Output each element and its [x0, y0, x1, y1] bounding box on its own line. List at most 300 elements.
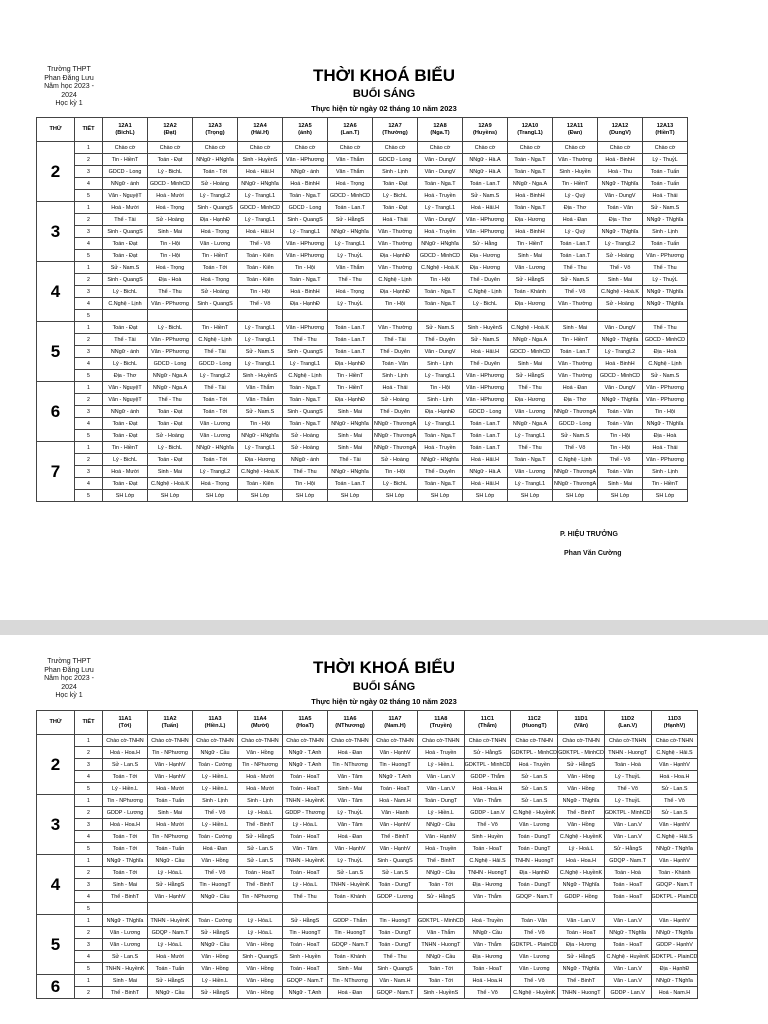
- schedule-cell: GDQP - Nam.T: [148, 927, 193, 939]
- table-row: [37, 490, 688, 502]
- schedule-cell: Văn - HạnhV: [651, 819, 698, 831]
- schedule-cell: Tin - NPhương: [238, 891, 283, 903]
- table-row: [37, 855, 698, 867]
- schedule-cell: Tin - Hội: [148, 250, 193, 262]
- schedule-cell: Toán - Nga.T: [418, 478, 463, 490]
- schedule-cell: Văn - Lan.V: [418, 771, 465, 783]
- table-row: [37, 238, 688, 250]
- schedule-cell: Lý - Hóa.L: [283, 819, 328, 831]
- period-number: 1: [75, 262, 103, 274]
- schedule-cell: Sử - HằngS: [508, 274, 553, 286]
- table-row: [37, 939, 698, 951]
- period-number: 1: [75, 915, 103, 927]
- schedule-cell: NNgữ - ThươngA: [553, 406, 598, 418]
- schedule-cell: NNgữ - ánh: [283, 166, 328, 178]
- schedule-cell: [508, 310, 553, 322]
- schedule-cell: Thể - Võ: [464, 987, 511, 999]
- schedule-cell: Sử - Lan.S: [238, 855, 283, 867]
- schedule-cell: Văn - DungV: [418, 166, 463, 178]
- period-number: 2: [75, 154, 103, 166]
- schedule-cell: [103, 903, 148, 915]
- class-teacher: (Nga.T): [430, 129, 450, 136]
- schedule-cell: NNgữ - HNghĩa: [328, 226, 373, 238]
- schedule-cell: Lý - BichL: [103, 454, 148, 466]
- schedule-cell: Thể - Thu: [643, 322, 688, 334]
- schedule-cell: Hoá - Trọng: [193, 478, 238, 490]
- schedule-cell: Lý - TrangL1: [508, 430, 553, 442]
- schedule-cell: GDDP - HạnhV: [651, 939, 698, 951]
- schedule-cell: Hoá - Mười: [238, 783, 283, 795]
- class-header: [238, 711, 283, 735]
- schedule-cell: Thể - Võ: [193, 807, 238, 819]
- schedule-cell: Chào cờ-TNHN: [464, 735, 511, 747]
- schedule-cell: Toán - Tới: [103, 843, 148, 855]
- schedule-cell: Sử - HằngS: [418, 891, 465, 903]
- schedule-cell: Toán - Nga.T: [418, 178, 463, 190]
- schedule-cell: Tin - NPhương: [148, 747, 193, 759]
- schedule-cell: Toán - Lan.T: [328, 346, 373, 358]
- schedule-cell: Lý - ThuỷL: [604, 795, 651, 807]
- schedule-cell: Thể - Tài: [373, 334, 418, 346]
- schedule-cell: Văn - Lan.V: [604, 819, 651, 831]
- day-label: 2: [37, 142, 75, 202]
- schedule-cell: TNHN - HuyềnK: [148, 915, 193, 927]
- table-row: [37, 322, 688, 334]
- schedule-cell: Toán - Tới: [193, 262, 238, 274]
- period-number: 4: [75, 238, 103, 250]
- schedule-cell: Tin - HuongT: [373, 759, 418, 771]
- period-number: 4: [75, 298, 103, 310]
- class-header: [511, 711, 558, 735]
- schedule-cell: Toán - Cường: [193, 759, 238, 771]
- schedule-cell: Sử - Lan.S: [103, 759, 148, 771]
- schedule-cell: Toán - Khánh: [651, 867, 698, 879]
- schedule-cell: NNgữ - ánh: [103, 178, 148, 190]
- schedule-cell: GDQP - Nam.T: [651, 879, 698, 891]
- schedule-cell: Sinh - Mai: [328, 430, 373, 442]
- period-number: 4: [75, 891, 103, 903]
- schedule-cell: Văn - HạnhV: [148, 891, 193, 903]
- schedule-cell: Văn - NguyệT: [103, 190, 148, 202]
- schedule-cell: C.Nghệ - Lịnh: [643, 358, 688, 370]
- table-row: [37, 478, 688, 490]
- schedule-cell: Văn - Lương: [508, 406, 553, 418]
- schedule-cell: Sử - Nam.S: [553, 274, 598, 286]
- class-code: 11A3: [208, 715, 222, 722]
- schedule-cell: Văn - HạnhV: [418, 831, 465, 843]
- schedule-cell: Sinh - QuangS: [238, 951, 283, 963]
- schedule-cell: Văn - Hồng: [558, 783, 605, 795]
- period-number: 1: [75, 795, 103, 807]
- schedule-cell: SH Lớp: [283, 490, 328, 502]
- class-code: 11D3: [667, 715, 681, 722]
- schedule-cell: Lý - BichL: [148, 322, 193, 334]
- schedule-cell: Sử - Lan.S: [328, 867, 373, 879]
- schedule-cell: Toán - Lan.T: [463, 430, 508, 442]
- table-row: [37, 406, 688, 418]
- class-code: 12A8: [433, 122, 447, 129]
- period-number: 3: [75, 939, 103, 951]
- class-header: [373, 118, 418, 142]
- class-header: [238, 118, 283, 142]
- schedule-cell: Lý - Hoá.L: [558, 843, 605, 855]
- class-code: 12A7: [388, 122, 402, 129]
- schedule-cell: Sinh - QuangS: [373, 855, 418, 867]
- schedule-cell: Tin - HiềnT: [193, 322, 238, 334]
- schedule-cell: Hoá - Trọng: [193, 274, 238, 286]
- class-header: [148, 118, 193, 142]
- schedule-cell: Văn - Hồng: [238, 975, 283, 987]
- class-teacher: (Mười): [251, 722, 269, 729]
- schedule-cell: Văn - PPhương: [643, 382, 688, 394]
- period-number: 3: [75, 879, 103, 891]
- schedule-cell: Sinh - QuangS: [373, 963, 418, 975]
- schedule-cell: NNgữ - T.Anh: [283, 759, 328, 771]
- schedule-cell: Toán - Tuấn: [148, 795, 193, 807]
- schedule-cell: TNHN - HuongT: [464, 867, 511, 879]
- class-code: 11A1: [118, 715, 132, 722]
- schedule-cell: Thể - Thu: [283, 466, 328, 478]
- schedule-cell: Sinh - Mai: [328, 442, 373, 454]
- header-tiet: TIẾT: [75, 118, 103, 142]
- schedule-cell: Thể - Võ: [604, 783, 651, 795]
- schedule-cell: Hoá - Truyền: [418, 843, 465, 855]
- period-number: 3: [75, 406, 103, 418]
- schedule-cell: GDCD - Long: [148, 358, 193, 370]
- schedule-cell: NNgữ - TNghĩa: [643, 286, 688, 298]
- class-header: [418, 118, 463, 142]
- class-code: 12A3: [208, 122, 222, 129]
- schedule-cell: Toán - Lan.T: [553, 346, 598, 358]
- effective-date: Thực hiện từ ngày 02 tháng 10 năm 2023: [311, 697, 457, 706]
- schedule-cell: Toán - Hoà: [604, 867, 651, 879]
- schedule-cell: Tin - HiềnT: [103, 154, 148, 166]
- schedule-cell: Tin - HiềnT: [643, 478, 688, 490]
- schedule-cell: GDQP - Nam.T: [373, 987, 418, 999]
- schedule-cell: Văn - DungV: [418, 346, 463, 358]
- schedule-cell: NNgữ - Cầu: [193, 747, 238, 759]
- schedule-cell: Chào cờ-TNHN: [511, 735, 558, 747]
- session-title: BUỔI SÁNG: [352, 88, 416, 100]
- class-header: [598, 118, 643, 142]
- schedule-cell: GDDP - Lương: [373, 891, 418, 903]
- schedule-cell: Lý - TrangL1: [283, 226, 328, 238]
- schedule-cell: Lý - TrangL1: [238, 334, 283, 346]
- class-code: 11C1: [480, 715, 494, 722]
- day-label: 5: [37, 915, 75, 975]
- schedule-cell: Lý - TrangL2: [193, 466, 238, 478]
- schedule-cell: Thể - Duyên: [373, 406, 418, 418]
- schedule-cell: Địa - HạnhĐ: [511, 867, 558, 879]
- schedule-cell: Thể - BinhT: [558, 807, 605, 819]
- table-row: [37, 867, 698, 879]
- schedule-cell: Hoá - Hoa.H: [103, 747, 148, 759]
- schedule-cell: TNHN - HuongT: [511, 855, 558, 867]
- schedule-cell: Văn - Thường: [553, 358, 598, 370]
- schedule-cell: Văn - HạnhV: [651, 915, 698, 927]
- schedule-cell: Lý - Quý: [553, 226, 598, 238]
- schedule-cell: Toán - Đạt: [103, 418, 148, 430]
- schedule-cell: Lý - Hiền.L: [193, 771, 238, 783]
- schedule-cell: Toán - HoaT: [373, 783, 418, 795]
- table-row: [37, 795, 698, 807]
- schedule-cell: Văn - PPhương: [148, 334, 193, 346]
- schedule-cell: Văn - Hồng: [193, 951, 238, 963]
- schedule-cell: Hoá - Mười: [148, 819, 193, 831]
- schedule-cell: Toán - HoaT: [283, 867, 328, 879]
- schedule-cell: Toán - Văn: [598, 466, 643, 478]
- schedule-cell: Thể - Tài: [193, 346, 238, 358]
- schedule-cell: Lý - BichL: [373, 478, 418, 490]
- table-row: [37, 735, 698, 747]
- schedule-cell: SH Lớp: [643, 490, 688, 502]
- schedule-cell: Hoá - Truyền: [464, 915, 511, 927]
- schedule-cell: Văn - Thường: [373, 226, 418, 238]
- class-header: [193, 711, 238, 735]
- schedule-cell: Sử - Hoàng: [373, 394, 418, 406]
- class-teacher: (Văn): [574, 722, 589, 729]
- period-number: 3: [75, 819, 103, 831]
- schedule-cell: Văn - Hồng: [238, 987, 283, 999]
- schedule-cell: Toán - Đạt: [103, 478, 148, 490]
- period-number: 4: [75, 178, 103, 190]
- schedule-cell: Thể - BinhT: [103, 891, 148, 903]
- schedule-cell: Văn - Lan.V: [418, 783, 465, 795]
- schedule-cell: Địa - Hương: [508, 214, 553, 226]
- signature-name: Phan Văn Cường: [564, 550, 622, 557]
- class-teacher: (Nam.H): [384, 722, 406, 729]
- schedule-cell: Địa - Thơ: [598, 214, 643, 226]
- period-number: 1: [75, 855, 103, 867]
- schedule-cell: Toán - HoaT: [604, 891, 651, 903]
- schedule-cell: Thể - Tài: [103, 334, 148, 346]
- schedule-cell: Văn - DungV: [598, 382, 643, 394]
- schedule-cell: Văn - Tâm: [328, 819, 373, 831]
- period-number: 2: [75, 867, 103, 879]
- period-number: 5: [75, 903, 103, 915]
- schedule-cell: Văn - Tâm: [283, 843, 328, 855]
- schedule-cell: Lý - Hiền.L: [103, 783, 148, 795]
- schedule-cell: Toán - Kiên: [238, 478, 283, 490]
- schedule-cell: Sử - Lan.S: [651, 807, 698, 819]
- timetable-grade12: [36, 117, 688, 502]
- schedule-cell: Văn - HPhương: [463, 370, 508, 382]
- schedule-cell: Tin - HuongT: [283, 927, 328, 939]
- schedule-cell: Lý - ThuỷL: [328, 298, 373, 310]
- schedule-cell: Thể - Võ: [598, 454, 643, 466]
- schedule-cell: Hoá - Đan: [328, 747, 373, 759]
- schedule-cell: Sử - Hoàng: [193, 178, 238, 190]
- schedule-cell: NNgữ - ánh: [103, 346, 148, 358]
- schedule-cell: Thể - Thu: [328, 274, 373, 286]
- class-teacher: (Thắm): [478, 722, 497, 729]
- table-row: [37, 783, 698, 795]
- schedule-cell: Thể - Võ: [651, 795, 698, 807]
- schedule-cell: Chào cờ-TNHN: [604, 735, 651, 747]
- schedule-cell: Hoá - Hoa.H: [464, 783, 511, 795]
- schedule-cell: Chào cờ: [463, 142, 508, 154]
- period-number: 2: [75, 987, 103, 999]
- schedule-cell: NNgữ - Cầu: [418, 867, 465, 879]
- schedule-cell: Hoá - Truyền: [418, 747, 465, 759]
- schedule-cell: Văn - Lương: [508, 466, 553, 478]
- schedule-cell: Văn - Lương: [511, 819, 558, 831]
- schedule-cell: Sử - HằngS: [283, 915, 328, 927]
- schedule-cell: Toán - Khánh: [508, 286, 553, 298]
- period-number: 2: [75, 454, 103, 466]
- schedule-cell: Thể - Tài: [328, 454, 373, 466]
- class-code: 11A4: [253, 715, 267, 722]
- school-line: Học kỳ 1: [55, 692, 83, 699]
- schedule-cell: GDDP - Lương: [103, 807, 148, 819]
- class-teacher: (Thường): [382, 129, 408, 136]
- class-teacher: (BichL): [115, 129, 135, 136]
- schedule-cell: Địa - HạnhĐ: [418, 406, 463, 418]
- schedule-cell: Sinh - Mai: [328, 406, 373, 418]
- period-number: 2: [75, 927, 103, 939]
- schedule-cell: NNgữ - Cầu: [418, 819, 465, 831]
- schedule-cell: Toán - Lan.T: [328, 478, 373, 490]
- table-row: [37, 166, 688, 178]
- schedule-cell: Toán - HoaT: [464, 963, 511, 975]
- schedule-cell: Toán - Kiên: [238, 262, 283, 274]
- schedule-cell: Hoá - Hoa.H: [651, 771, 698, 783]
- schedule-cell: Toán - HoaT: [283, 783, 328, 795]
- table-row: [37, 154, 688, 166]
- schedule-cell: SH Lớp: [328, 490, 373, 502]
- day-label: 3: [37, 202, 75, 262]
- schedule-cell: C.Nghệ - Lịnh: [193, 334, 238, 346]
- schedule-cell: Văn - Thắm: [464, 891, 511, 903]
- schedule-cell: Sinh - Lịnh: [373, 166, 418, 178]
- schedule-cell: Sinh - Mai: [148, 466, 193, 478]
- schedule-cell: Hoá - Hải.H: [238, 166, 283, 178]
- class-header: [464, 711, 511, 735]
- schedule-cell: [193, 903, 238, 915]
- schedule-cell: Hoá - Đan: [553, 382, 598, 394]
- schedule-cell: Địa - HạnhĐ: [328, 394, 373, 406]
- schedule-cell: Toán - Nga.T: [283, 274, 328, 286]
- school-line: 2024: [61, 91, 77, 99]
- schedule-cell: [511, 903, 558, 915]
- class-header: [508, 118, 553, 142]
- period-number: 2: [75, 747, 103, 759]
- schedule-cell: NNgữ - Hà.A: [463, 154, 508, 166]
- schedule-cell: Văn - Thắm: [418, 927, 465, 939]
- schedule-cell: SH Lớp: [463, 490, 508, 502]
- class-teacher: (NThương): [335, 722, 365, 729]
- table-row: [37, 831, 698, 843]
- schedule-cell: Chào cờ-TNHN: [373, 735, 418, 747]
- table-row: [37, 346, 688, 358]
- schedule-cell: Tin - Hội: [598, 442, 643, 454]
- schedule-cell: NNgữ - Nga.A: [508, 334, 553, 346]
- schedule-cell: GDDP - Lan.V: [464, 807, 511, 819]
- schedule-cell: C.Nghệ - HuyềnK: [511, 807, 558, 819]
- schedule-cell: Lý - TrangL1: [283, 358, 328, 370]
- schedule-cell: Văn - Thường: [373, 322, 418, 334]
- schedule-cell: Sinh - Mai: [103, 975, 148, 987]
- schedule-cell: [418, 310, 463, 322]
- schedule-cell: Lý - ThuỷL: [328, 807, 373, 819]
- schedule-cell: Lý - TrangL1: [238, 322, 283, 334]
- schedule-cell: Sinh - Lịnh: [418, 358, 463, 370]
- schedule-cell: Thể - Võ: [464, 819, 511, 831]
- schedule-cell: NNgữ - TNghĩa: [651, 975, 698, 987]
- schedule-cell: Văn - DungV: [598, 322, 643, 334]
- schedule-cell: Lý - TrangL1: [238, 190, 283, 202]
- schedule-cell: GDCD - Long: [553, 418, 598, 430]
- schedule-cell: Toán - Nga.T: [418, 298, 463, 310]
- schedule-cell: Hoá - BinhH: [508, 226, 553, 238]
- schedule-cell: Lý - Hóa.L: [148, 939, 193, 951]
- schedule-cell: Văn - Nam.H: [373, 975, 418, 987]
- school-line: Trường THPT: [47, 66, 91, 73]
- schedule-cell: Sử - Nam.S: [418, 322, 463, 334]
- schedule-cell: SH Lớp: [238, 490, 283, 502]
- schedule-cell: C.Nghệ - HuyềnK: [558, 831, 605, 843]
- schedule-cell: [463, 310, 508, 322]
- schedule-cell: Văn - PPhương: [643, 394, 688, 406]
- schedule-cell: SH Lớp: [193, 490, 238, 502]
- table-row: [37, 915, 698, 927]
- schedule-cell: [651, 903, 698, 915]
- schedule-cell: NNgữ - TNghĩa: [103, 915, 148, 927]
- schedule-cell: Hoá - Thái: [373, 382, 418, 394]
- day-label: 6: [37, 382, 75, 442]
- schedule-cell: Địa - HạnhĐ: [193, 214, 238, 226]
- table-row: [37, 226, 688, 238]
- period-number: 5: [75, 783, 103, 795]
- table-row: [37, 382, 688, 394]
- schedule-cell: Sinh - Lịnh: [418, 394, 463, 406]
- schedule-cell: Văn - Lan.V: [604, 915, 651, 927]
- schedule-cell: Hoá - Truyền: [511, 759, 558, 771]
- class-header: [463, 118, 508, 142]
- schedule-cell: Sử - Hoàng: [148, 214, 193, 226]
- schedule-cell: C.Nghệ - Hải.S: [651, 831, 698, 843]
- schedule-cell: Tin - Hội: [283, 262, 328, 274]
- schedule-cell: Lý - ThuỷL: [328, 855, 373, 867]
- schedule-cell: GDCD - Long: [283, 202, 328, 214]
- day-label: 5: [37, 322, 75, 382]
- school-line: Học kỳ 1: [55, 100, 83, 107]
- schedule-cell: Toán - Lan.T: [328, 202, 373, 214]
- schedule-cell: Hoá - Trọng: [148, 202, 193, 214]
- table-row: [37, 286, 688, 298]
- schedule-cell: Toán - DungT: [511, 843, 558, 855]
- schedule-cell: Văn - Lương: [193, 430, 238, 442]
- schedule-cell: Hoá - Truyền: [418, 226, 463, 238]
- class-code: 12A10: [521, 122, 539, 129]
- schedule-cell: NNgữ - TNghĩa: [598, 334, 643, 346]
- schedule-cell: C.Nghệ - Hoà.K: [238, 466, 283, 478]
- class-teacher: (Trọng): [205, 129, 225, 136]
- schedule-cell: GDKTPL - MinhCD: [464, 759, 511, 771]
- schedule-cell: Chào cờ: [598, 142, 643, 154]
- table-row: [37, 262, 688, 274]
- schedule-cell: Hoá - Nam.H: [373, 795, 418, 807]
- schedule-cell: Sinh - Mai: [148, 807, 193, 819]
- period-number: 5: [75, 190, 103, 202]
- schedule-cell: Hoá - BinhH: [598, 154, 643, 166]
- schedule-cell: GDCD - MinhCD: [598, 370, 643, 382]
- schedule-cell: C.Nghệ - HuyềnK: [511, 987, 558, 999]
- class-header: [148, 711, 193, 735]
- schedule-cell: Toán - Tới: [193, 454, 238, 466]
- schedule-cell: Lý - TrangL1: [238, 442, 283, 454]
- school-line: Trường THPT: [47, 658, 91, 665]
